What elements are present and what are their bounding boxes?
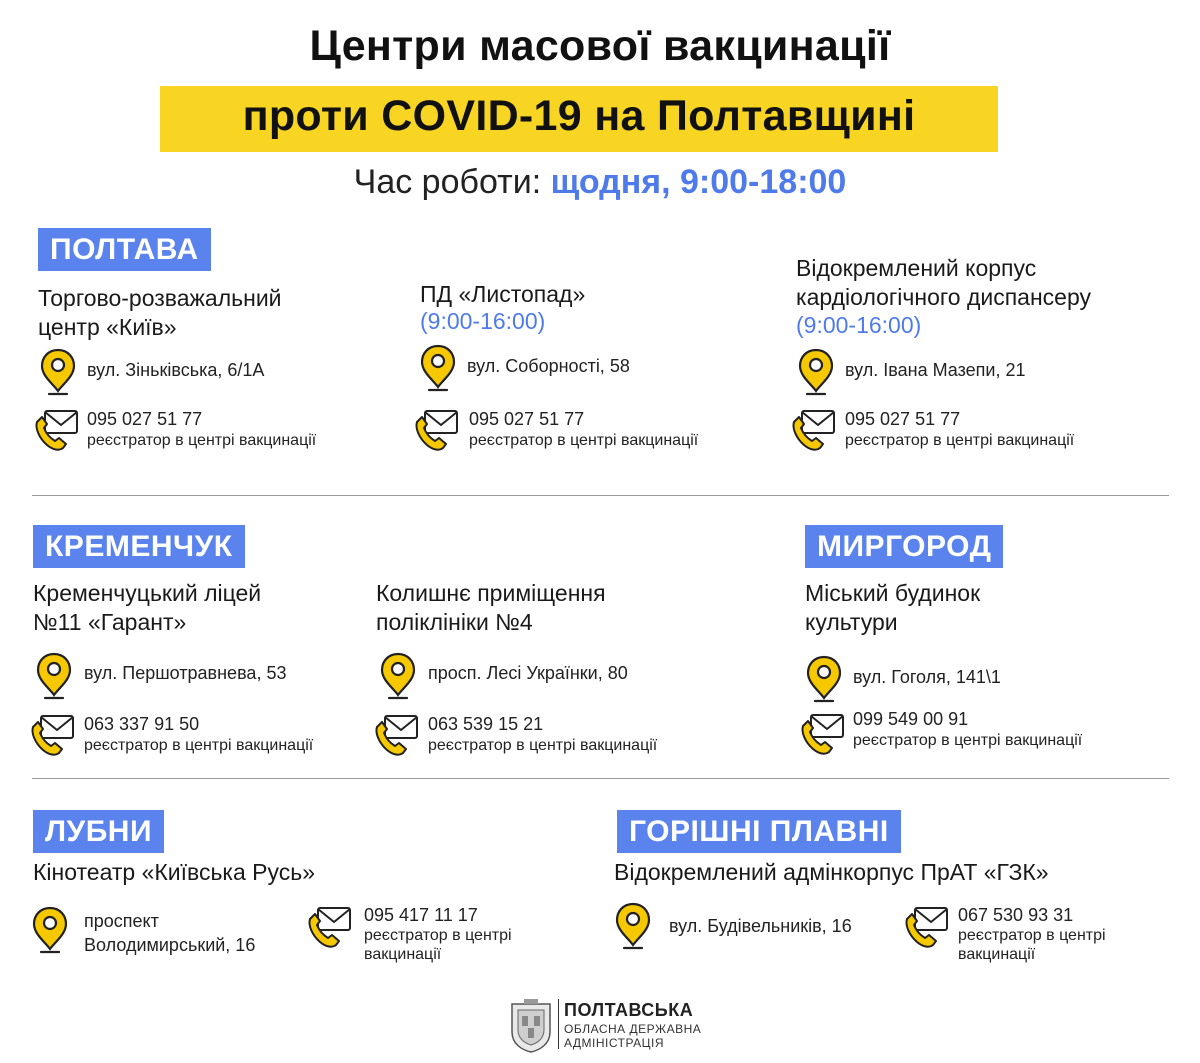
page-subtitle: проти COVID-19 на Полтавщині xyxy=(242,92,916,140)
center-name: Кременчуцький ліцей №11 «Гарант» xyxy=(33,580,262,635)
center-name: ПД «Листопад» xyxy=(420,281,586,307)
center-phone[interactable]: 067 530 93 31 xyxy=(958,905,1074,925)
city-label-kremenchuk: КРЕМЕНЧУК xyxy=(33,525,245,568)
center-phone-note: реєстратор в центрі вакцинації xyxy=(958,927,1106,963)
org-name-line1: ПОЛТАВСЬКА xyxy=(564,1000,694,1020)
phone-envelope-icon xyxy=(33,408,79,452)
org-name-line2: ОБЛАСНА ДЕРЖАВНА xyxy=(564,1022,702,1036)
center-phone[interactable]: 063 539 15 21 xyxy=(428,714,544,734)
phone-envelope-icon xyxy=(799,712,845,756)
location-pin-icon xyxy=(615,902,651,950)
location-pin-icon xyxy=(806,655,842,703)
city-label-myrhorod: МИРГОРОД xyxy=(805,525,1003,568)
location-pin-icon xyxy=(36,652,72,700)
section-divider xyxy=(32,778,1169,779)
center-phone-note: реєстратор в центрі вакцинації xyxy=(853,732,1083,749)
phone-envelope-icon xyxy=(29,713,75,757)
center-address: вул. Соборності, 58 xyxy=(467,356,630,376)
location-pin-icon xyxy=(798,348,834,396)
phone-envelope-icon xyxy=(373,713,419,757)
center-phone[interactable]: 095 027 51 77 xyxy=(87,409,203,429)
center-address: просп. Лесі Українки, 80 xyxy=(428,663,628,683)
center-name: Відокремлений корпус кардіологічного диспансеру xyxy=(796,255,1091,310)
location-pin-icon xyxy=(420,344,456,392)
section-divider xyxy=(32,495,1169,496)
location-pin-icon xyxy=(380,652,416,700)
center-phone[interactable]: 095 027 51 77 xyxy=(469,409,585,429)
city-label-lubny: ЛУБНИ xyxy=(33,810,164,853)
center-hours: (9:00-16:00) xyxy=(796,312,922,338)
coat-of-arms-icon xyxy=(508,998,554,1054)
center-name: Колишнє приміщення поліклініки №4 xyxy=(376,580,606,635)
phone-envelope-icon xyxy=(903,905,949,949)
center-hours: (9:00-16:00) xyxy=(420,308,546,334)
center-phone-note: реєстратор в центрі вакцинації xyxy=(87,432,317,449)
center-address: вул. Першотравнева, 53 xyxy=(84,663,287,683)
location-pin-icon xyxy=(32,906,68,954)
center-name: Міський будинок культури xyxy=(805,580,981,635)
org-name-line3: АДМІНІСТРАЦІЯ xyxy=(564,1036,665,1050)
page-title: Центри масової вакцинації xyxy=(309,22,891,70)
center-name: Відокремлений адмінкорпус ПрАТ «ГЗК» xyxy=(614,859,1049,885)
city-label-poltava: ПОЛТАВА xyxy=(38,228,211,271)
center-address: проспект Володимирський, 16 xyxy=(84,911,256,955)
working-hours-label: Час роботи: xyxy=(353,163,542,201)
center-phone[interactable]: 095 417 11 17 xyxy=(364,905,478,925)
center-phone-note: реєстратор в центрі вакцинації xyxy=(84,737,314,754)
center-name: Кінотеатр «Київська Русь» xyxy=(33,859,316,885)
phone-envelope-icon xyxy=(790,408,836,452)
center-name: Торгово-розважальний центр «Київ» xyxy=(38,285,282,340)
center-address: вул. Гоголя, 141\1 xyxy=(853,667,1001,687)
center-address: вул. Івана Мазепи, 21 xyxy=(845,360,1026,380)
center-phone[interactable]: 099 549 00 91 xyxy=(853,709,969,729)
center-phone[interactable]: 095 027 51 77 xyxy=(845,409,961,429)
center-phone-note: реєстратор в центрі вакцинації xyxy=(845,432,1075,449)
working-hours-value: щодня, 9:00-18:00 xyxy=(550,163,847,201)
center-phone-note: реєстратор в центрі вакцинації xyxy=(469,432,699,449)
logo-separator xyxy=(558,999,559,1049)
center-phone[interactable]: 063 337 91 50 xyxy=(84,714,200,734)
center-address: вул. Зіньківська, 6/1А xyxy=(87,360,265,380)
phone-envelope-icon xyxy=(413,408,459,452)
working-hours xyxy=(0,163,1200,202)
center-address: вул. Будівельників, 16 xyxy=(669,916,852,936)
city-label-horishni-plavni: ГОРІШНІ ПЛАВНІ xyxy=(617,810,901,853)
center-phone-note: реєстратор в центрі вакцинації xyxy=(364,927,512,963)
phone-envelope-icon xyxy=(306,905,352,949)
center-phone-note: реєстратор в центрі вакцинації xyxy=(428,737,658,754)
location-pin-icon xyxy=(40,348,76,396)
